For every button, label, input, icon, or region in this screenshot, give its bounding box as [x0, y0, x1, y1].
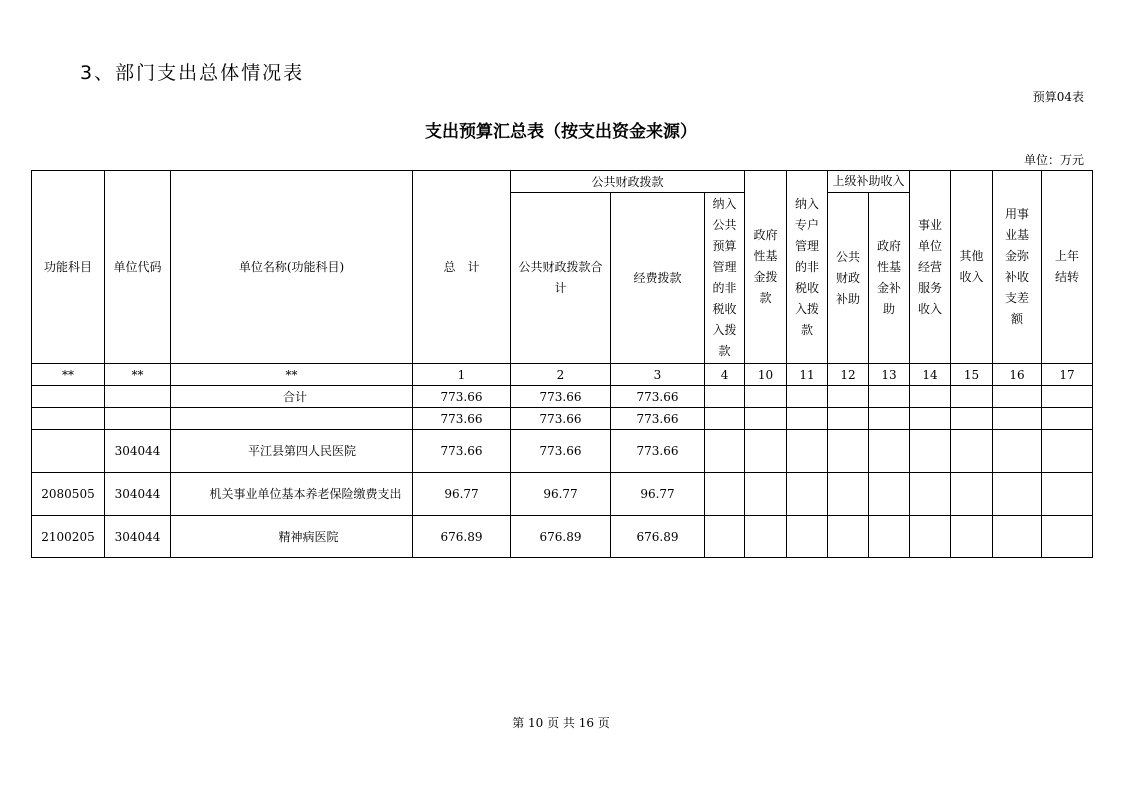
unit-label: 单位：万元 [1023, 153, 1084, 167]
header-carryover: 上年结转 [1042, 171, 1093, 364]
header-public-subsidy: 公共财政补助 [828, 193, 869, 364]
func-code-cell: 2080505 [32, 473, 105, 516]
index-cell: 10 [745, 364, 787, 386]
expense-cell: 676.89 [611, 516, 705, 558]
index-cell: 16 [993, 364, 1042, 386]
expense-cell: 773.66 [611, 430, 705, 473]
total-cell: 773.66 [413, 430, 511, 473]
index-cell: 11 [787, 364, 828, 386]
header-business-income: 事业单位经营服务收入 [910, 171, 951, 364]
unit-code-cell: 304044 [105, 473, 171, 516]
header-gov-fund: 政府性基金拨款 [745, 171, 787, 364]
public-total-cell: 773.66 [511, 408, 611, 430]
header-subsidy-group: 上级补助收入 [828, 171, 910, 193]
header-total: 总 计 [413, 171, 511, 364]
index-cell: 15 [951, 364, 993, 386]
unit-name-cell: 机关事业单位基本养老保险缴费支出 [171, 473, 413, 516]
func-code-cell: 2100205 [32, 516, 105, 558]
index-cell: 3 [611, 364, 705, 386]
unit-name-cell: 精神病医院 [171, 516, 413, 558]
index-cell: ** [171, 364, 413, 386]
page-footer: 第 10 页 共 16 页 [512, 716, 610, 730]
form-number: 预算04表 [1032, 90, 1084, 104]
expense-cell: 773.66 [611, 386, 705, 408]
index-cell: 12 [828, 364, 869, 386]
index-cell: 2 [511, 364, 611, 386]
expense-cell: 773.66 [611, 408, 705, 430]
unit-code-cell [105, 408, 171, 430]
unit-name-cell: 合计 [171, 386, 413, 408]
total-cell: 773.66 [413, 408, 511, 430]
func-code-cell [32, 386, 105, 408]
expenditure-summary-table [31, 170, 1093, 558]
header-func-code: 功能科目 [32, 171, 105, 364]
table-row [32, 516, 1093, 558]
index-row [32, 364, 1093, 386]
total-cell: 96.77 [413, 473, 511, 516]
table-title: 支出预算汇总表（按支出资金来源） [425, 122, 697, 142]
header-other-income: 其他收入 [951, 171, 993, 364]
index-cell: ** [105, 364, 171, 386]
unit-name-cell: 平江县第四人民医院 [171, 430, 413, 473]
header-public-total: 公共财政拨款合计 [511, 193, 611, 364]
header-public-group: 公共财政拨款 [511, 171, 745, 193]
header-unit-name: 单位名称(功能科目) [171, 171, 413, 364]
unit-name-cell [171, 408, 413, 430]
section-heading: 3、部门支出总体情况表 [80, 62, 305, 84]
header-expense: 经费拨款 [611, 193, 705, 364]
table-row [32, 430, 1093, 473]
table-row [32, 408, 1093, 430]
index-cell: 1 [413, 364, 511, 386]
unit-code-cell [105, 386, 171, 408]
public-total-cell: 676.89 [511, 516, 611, 558]
func-code-cell [32, 408, 105, 430]
unit-code-cell: 304044 [105, 516, 171, 558]
public-total-cell: 773.66 [511, 430, 611, 473]
table-row [32, 473, 1093, 516]
index-cell: ** [32, 364, 105, 386]
index-cell: 17 [1042, 364, 1093, 386]
total-cell: 773.66 [413, 386, 511, 408]
header-fund-gap: 用事业基金弥补收支差额 [993, 171, 1042, 364]
index-cell: 13 [869, 364, 910, 386]
expense-cell: 96.77 [611, 473, 705, 516]
header-budget-nontax: 纳入公共预算管理的非税收入拨款 [705, 193, 745, 364]
unit-code-cell: 304044 [105, 430, 171, 473]
func-code-cell [32, 430, 105, 473]
index-cell: 14 [910, 364, 951, 386]
header-unit-code: 单位代码 [105, 171, 171, 364]
index-cell: 4 [705, 364, 745, 386]
public-total-cell: 96.77 [511, 473, 611, 516]
header-gov-fund-subsidy: 政府性基金补助 [869, 193, 910, 364]
total-cell: 676.89 [413, 516, 511, 558]
table-row [32, 386, 1093, 408]
header-special-nontax: 纳入专户管理的非税收入拨款 [787, 171, 828, 364]
public-total-cell: 773.66 [511, 386, 611, 408]
